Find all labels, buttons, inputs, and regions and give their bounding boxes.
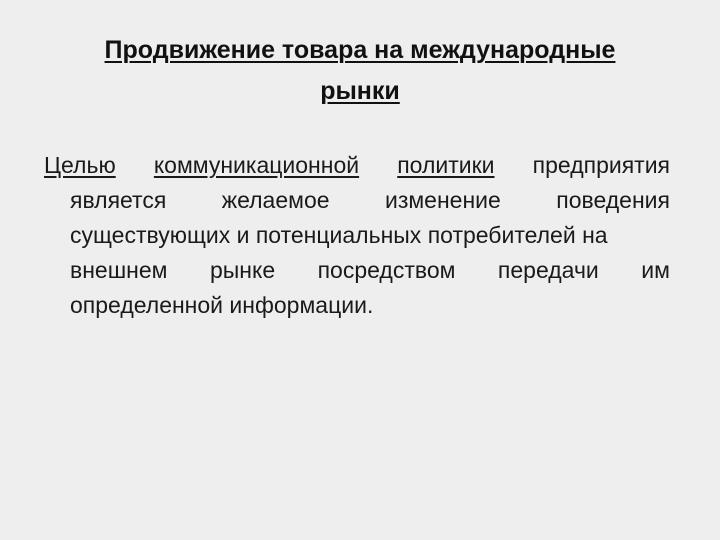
body-paragraph xyxy=(44,148,670,323)
line-text: определенной информации. xyxy=(70,292,374,318)
word: рынке xyxy=(209,257,276,283)
paragraph-line-3 xyxy=(44,218,670,253)
word: им xyxy=(641,257,670,283)
word: предприятия xyxy=(532,152,670,178)
word: является xyxy=(70,187,167,213)
word: изменение xyxy=(384,187,501,213)
paragraph-line-2 xyxy=(44,183,670,218)
title-line-2: рынки xyxy=(320,77,400,105)
paragraph-line-1 xyxy=(44,148,670,183)
word: поведения xyxy=(556,187,670,213)
word: посредством xyxy=(317,257,456,283)
word-underlined: политики xyxy=(397,152,495,178)
paragraph-line-4 xyxy=(44,253,670,288)
word: внешнем xyxy=(70,257,168,283)
title-line-1: Продвижение товара на международные xyxy=(104,36,616,64)
word: желаемое xyxy=(221,187,330,213)
paragraph-line-5 xyxy=(44,288,670,323)
word-underlined: коммуникационной xyxy=(153,152,360,178)
slide-title xyxy=(40,30,680,112)
word-underlined: Целью xyxy=(44,152,116,178)
word: передачи xyxy=(497,257,599,283)
line-text: существующих и потенциальных потребителей на xyxy=(70,222,608,248)
